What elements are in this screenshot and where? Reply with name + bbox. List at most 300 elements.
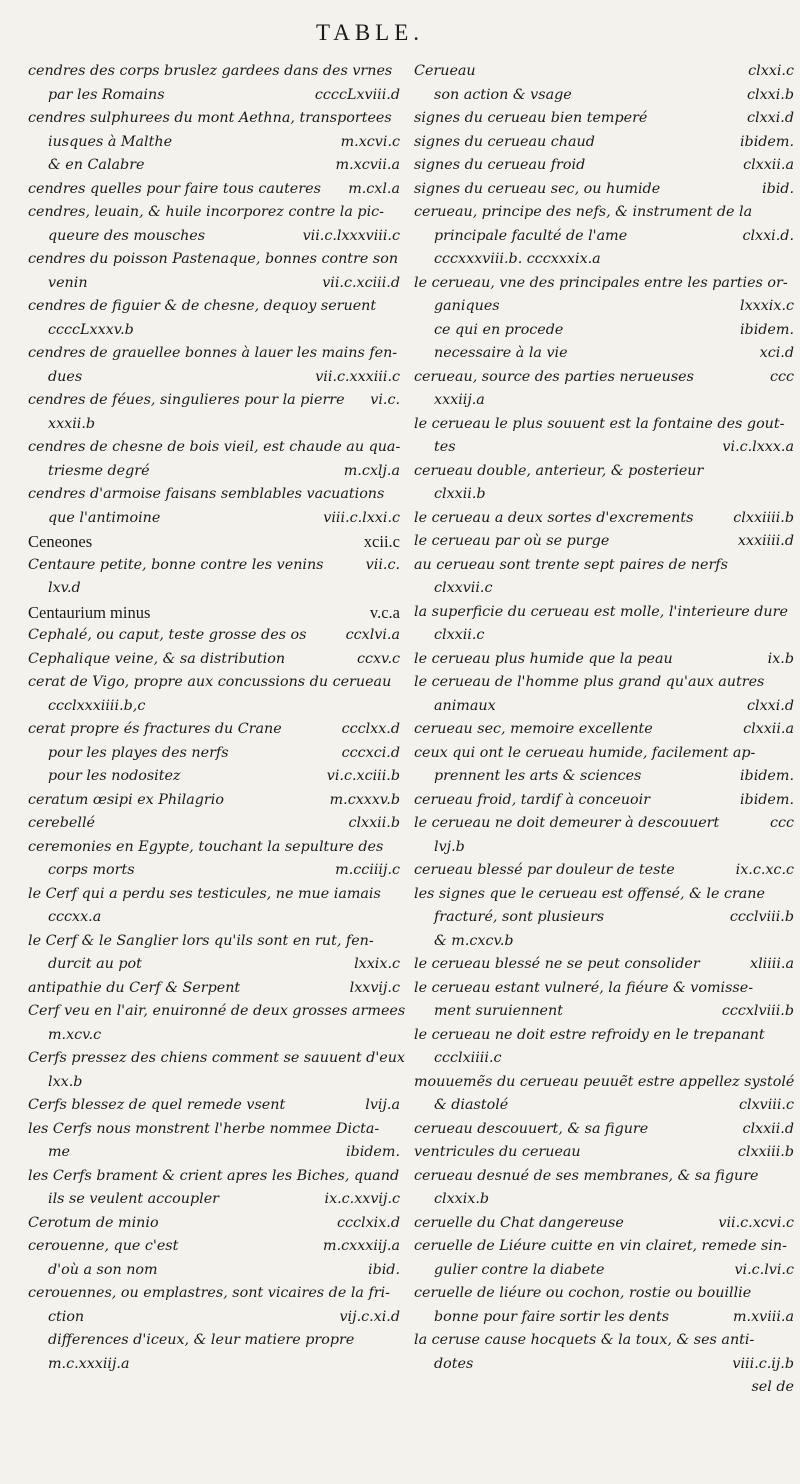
entry-reference: clxxii.d	[742, 1120, 794, 1137]
entry-reference: m.cxlj.a	[343, 462, 400, 479]
index-entry	[414, 906, 794, 930]
entry-text: corps morts	[48, 862, 135, 878]
entry-reference: ibidem.	[739, 133, 794, 150]
entry-reference: ix.c.xc.c	[735, 862, 794, 878]
index-entry	[414, 342, 794, 366]
index-entry	[414, 1353, 794, 1377]
index-entry	[28, 530, 400, 554]
entry-text: queure des mousches	[48, 227, 206, 244]
entry-text: cerat propre és fractures du Crane	[28, 721, 282, 737]
index-entry	[28, 977, 400, 1001]
index-entry	[28, 295, 400, 319]
index-entry	[28, 1282, 400, 1306]
index-entry	[414, 366, 794, 390]
index-entry	[28, 319, 400, 343]
entry-reference: vi.c.	[370, 392, 400, 408]
index-entry	[28, 930, 400, 954]
entry-text: ceratum œsipi ex Philagrio	[28, 791, 224, 808]
index-entry	[28, 906, 400, 930]
index-entry	[414, 178, 794, 202]
entry-text: fracturé, sont plusieurs	[434, 909, 605, 925]
index-entry	[414, 460, 794, 484]
entry-reference: vi.c.lxxx.a	[722, 439, 794, 455]
index-entry	[28, 84, 400, 108]
index-entry	[414, 319, 794, 343]
entry-reference: viii.c.lxxi.c	[323, 509, 400, 526]
index-entry	[414, 107, 794, 131]
index-entry	[28, 1353, 400, 1377]
entry-text: venin	[48, 274, 88, 291]
entry-reference	[788, 1188, 794, 1212]
index-entry	[414, 1118, 794, 1142]
index-entry	[28, 1188, 400, 1212]
index-entry	[414, 883, 794, 907]
entry-text: ceruelle de Liéure cuitte en vin clairet, remede sin-	[414, 1238, 787, 1254]
entry-reference	[794, 1071, 800, 1095]
entry-reference: clxxi.b	[747, 86, 794, 103]
entry-reference: ccclxix.d	[337, 1214, 400, 1231]
entry-reference	[788, 836, 794, 860]
entry-text: ils se veulent accoupler	[48, 1191, 220, 1207]
entry-reference: clxxi.d.	[742, 227, 794, 244]
index-entry	[28, 366, 400, 390]
entry-reference: xxxiiii.d	[737, 533, 794, 549]
entry-text: ccclxxxiiii.b,c	[48, 697, 146, 714]
entry-text: differences d'iceux, & leur matiere propre	[48, 1332, 355, 1348]
index-entry	[414, 154, 794, 178]
index-entry	[414, 977, 794, 1001]
index-entry	[28, 1329, 400, 1353]
entry-reference	[394, 1024, 400, 1048]
entry-text: ganiques	[434, 298, 500, 314]
entry-text: bonne pour faire sortir les dents	[434, 1308, 670, 1325]
entry-text: cendres quelles pour faire tous cauteres	[28, 180, 321, 197]
entry-reference	[394, 1071, 400, 1095]
entry-text: cerueau blessé par douleur de teste	[414, 862, 675, 878]
entry-reference: ccxv.c	[356, 650, 400, 667]
entry-text: clxxvii.c	[434, 580, 493, 596]
entry-reference	[788, 577, 794, 601]
index-entry	[28, 1165, 400, 1189]
index-entry	[414, 930, 794, 954]
entry-text: cerueau, source des parties nerueuses	[414, 368, 694, 385]
index-entry	[28, 554, 400, 578]
entry-text: clxxii.b	[434, 486, 486, 502]
index-entry	[28, 272, 400, 296]
entry-reference: vi.c.xciii.b	[326, 768, 400, 784]
entry-reference	[788, 201, 794, 225]
index-entry	[28, 201, 400, 225]
index-entry	[414, 530, 794, 554]
entry-reference	[788, 272, 794, 296]
entry-reference: clxxiii.b	[737, 1144, 794, 1160]
entry-reference	[394, 836, 400, 860]
index-entry	[414, 1094, 794, 1118]
index-entry	[28, 107, 400, 131]
entry-reference: ccclviii.b	[729, 909, 794, 925]
index-entry	[28, 436, 400, 460]
entry-text: le cerueau blessé ne se peut consolider	[414, 956, 700, 972]
entry-text: cerueau froid, tardif à conceuoir	[414, 791, 651, 808]
entry-reference: vii.c.	[365, 556, 400, 573]
entry-text: m.xcv.c	[48, 1026, 102, 1043]
index-entry	[28, 1071, 400, 1095]
index-entry	[414, 577, 794, 601]
index-entry	[414, 953, 794, 977]
entry-reference	[394, 107, 400, 131]
entry-text: antipathie du Cerf & Serpent	[28, 979, 241, 996]
entry-text: les Cerfs brament & crient apres les Biches, quand	[28, 1167, 400, 1184]
index-entry	[28, 883, 400, 907]
entry-reference	[788, 1329, 794, 1353]
entry-reference	[788, 1165, 794, 1189]
entry-text: signes du cerueau froid	[414, 157, 586, 173]
entry-reference: ccccLxviii.d	[314, 86, 400, 103]
index-entry	[28, 389, 400, 413]
entry-reference	[394, 883, 400, 907]
entry-text: clxxii.c	[434, 627, 485, 643]
index-entry	[28, 1118, 400, 1142]
index-entry	[414, 60, 794, 84]
index-entry	[414, 295, 794, 319]
entry-text: les Cerfs nous monstrent l'herbe nommee Dicta-	[28, 1120, 380, 1137]
entry-text: ccclxiiii.c	[434, 1050, 502, 1066]
entry-reference: ibid.	[368, 1261, 400, 1278]
entry-reference	[788, 413, 794, 437]
entry-text: Cerueau	[414, 63, 476, 79]
index-entry	[28, 718, 400, 742]
entry-text: dues	[48, 368, 83, 385]
entry-reference: clxxii.b	[348, 815, 400, 831]
entry-reference	[788, 624, 794, 648]
entry-reference	[788, 930, 794, 954]
entry-reference: m.cxxxiij.a	[323, 1238, 400, 1254]
index-entry	[28, 1141, 400, 1165]
index-entry	[414, 742, 794, 766]
entry-reference: cccxlviii.b	[721, 1003, 794, 1019]
entry-reference: ix.c.xxvij.c	[324, 1191, 400, 1207]
entry-reference: ix.b	[767, 650, 794, 667]
entry-text: le Cerf & le Sanglier lors qu'ils sont en rut, fen-	[28, 932, 374, 949]
entry-text: xxxii.b	[48, 415, 96, 432]
entry-reference: ibidem.	[345, 1144, 400, 1160]
index-entry	[414, 695, 794, 719]
index-entry	[414, 1000, 794, 1024]
entry-reference	[394, 577, 400, 601]
entry-reference: clxxiiii.b	[733, 509, 794, 526]
index-entry	[414, 601, 794, 625]
entry-text: le cerueau a deux sortes d'excrements	[414, 509, 694, 526]
index-entry	[28, 1259, 400, 1283]
index-entry	[28, 742, 400, 766]
entry-text: cerueau double, anterieur, & posterieur	[414, 462, 704, 479]
index-entry	[414, 272, 794, 296]
entry-text: que l'antimoine	[48, 509, 161, 526]
entry-text: & en Calabre	[48, 157, 145, 173]
index-entry	[28, 60, 400, 84]
index-entry	[414, 624, 794, 648]
index-entry	[414, 201, 794, 225]
entry-reference	[394, 695, 400, 719]
entry-text: Cerf veu en l'air, enuironné de deux grosses armees	[28, 1003, 406, 1019]
entry-reference	[398, 248, 404, 272]
entry-text: pour les playes des nerfs	[48, 744, 229, 761]
entry-text: mouuemẽs du cerueau peuuẽt estre appellez systolé	[414, 1073, 795, 1090]
entry-reference	[400, 436, 406, 460]
entry-text: signes du cerueau chaud	[414, 133, 595, 150]
index-entry	[28, 507, 400, 531]
entry-reference	[394, 413, 400, 437]
entry-text: les signes que le cerueau est offensé, & le crane	[414, 885, 765, 902]
entry-text: cerueau desnué de ses membranes, & sa figure	[414, 1167, 759, 1184]
entry-reference: ccxlvi.a	[345, 627, 400, 643]
entry-text: cendres du poisson Pastenaque, bonnes contre son	[28, 251, 399, 267]
entry-text: lxv.d	[48, 580, 81, 596]
index-entry	[414, 1165, 794, 1189]
entry-text: cendres d'armoise faisans semblables vacuations	[28, 486, 385, 502]
entry-reference	[394, 1353, 400, 1377]
entry-text: Centaure petite, bonne contre les venins	[28, 556, 324, 573]
entry-text: xxxiij.a	[434, 392, 485, 408]
entry-text: lvj.b	[434, 838, 465, 855]
entry-text: Cerfs blessez de quel remede vsent	[28, 1097, 286, 1113]
entry-reference	[788, 389, 794, 413]
entry-text: signes du cerueau sec, ou humide	[414, 180, 661, 197]
index-entry	[414, 554, 794, 578]
entry-reference: m.xcvii.a	[335, 157, 400, 173]
entry-reference	[788, 1235, 794, 1259]
index-entry	[414, 812, 794, 836]
index-entry	[28, 953, 400, 977]
entry-text: Centaurium minus	[28, 602, 151, 622]
index-entry	[28, 836, 400, 860]
entry-text: iusques à Malthe	[48, 133, 173, 150]
entry-reference	[788, 1024, 794, 1048]
index-entry	[414, 1329, 794, 1353]
index-entry	[28, 859, 400, 883]
entry-text: m.c.xxxiij.a	[48, 1355, 130, 1372]
entry-reference	[397, 342, 403, 366]
entry-reference	[788, 601, 794, 625]
entry-text: ce qui en procede	[434, 321, 564, 338]
index-entry	[28, 624, 400, 648]
entry-reference: cccxci.d	[341, 744, 400, 761]
entry-reference: clxxii.a	[743, 157, 794, 173]
index-entry	[28, 248, 400, 272]
index-entry	[414, 789, 794, 813]
entry-text: & diastolé	[434, 1097, 509, 1113]
index-entry	[414, 671, 794, 695]
entry-reference: m.cxl.a	[348, 180, 400, 197]
entry-reference	[394, 671, 400, 695]
index-entry	[414, 718, 794, 742]
entry-reference: clxxii.a	[743, 721, 794, 737]
index-entry	[414, 1376, 794, 1400]
entry-reference	[405, 1000, 411, 1024]
entry-reference	[788, 460, 794, 484]
entry-text: ction	[48, 1308, 85, 1325]
entry-reference: ccclxx.d	[341, 721, 400, 737]
entry-text: cerouenne, que c'est	[28, 1238, 179, 1254]
entry-text: ceruelle de liéure ou cochon, rostie ou bouillie	[414, 1285, 752, 1301]
entry-reference	[788, 483, 794, 507]
entry-text: la ceruse cause hocquets & la toux, & ses anti-	[414, 1332, 755, 1348]
entry-text: tes	[434, 439, 456, 455]
entry-text: necessaire à la vie	[434, 345, 568, 361]
entry-text: clxxix.b	[434, 1191, 490, 1207]
entry-text: animaux	[434, 697, 496, 714]
entry-reference: lxxix.c	[354, 956, 400, 972]
entry-text: dotes	[434, 1355, 474, 1372]
entry-reference: clxxi.d	[747, 110, 794, 126]
entry-reference: ibidem.	[739, 321, 794, 338]
index-entry	[414, 1212, 794, 1236]
entry-reference: clxviii.c	[739, 1097, 794, 1113]
entry-reference	[788, 977, 794, 1001]
entry-reference	[394, 1118, 400, 1142]
index-entry	[28, 483, 400, 507]
entry-text: ceremonies en Egypte, touchant la sepulture des	[28, 838, 384, 855]
entry-text: Cephalé, ou caput, teste grosse des os	[28, 627, 307, 643]
entry-reference: xliiii.a	[750, 956, 794, 972]
entry-reference	[394, 930, 400, 954]
entry-text: le cerueau plus humide que la peau	[414, 650, 673, 667]
index-entry	[28, 1212, 400, 1236]
entry-reference	[788, 742, 794, 766]
entry-text: le Cerf qui a perdu ses testicules, ne mue iamais	[28, 885, 381, 902]
index-entry	[414, 131, 794, 155]
index-entry	[28, 765, 400, 789]
entry-text: cerueau sec, memoire excellente	[414, 721, 653, 737]
entry-reference: clxxi.d	[747, 697, 794, 714]
entry-reference: m.xcvi.c	[340, 133, 400, 150]
entry-text: d'où a son nom	[48, 1261, 158, 1278]
entry-text: le cerueau estant vulneré, la fiéure & vomisse-	[414, 979, 754, 996]
entry-text: cerat de Vigo, propre aux concussions du cerueau	[28, 674, 392, 690]
entry-text: Ceneones	[28, 532, 93, 551]
index-entry	[414, 648, 794, 672]
entry-reference	[788, 883, 794, 907]
entry-text: ceux qui ont le cerueau humide, facilement ap-	[414, 744, 756, 761]
index-entry	[28, 154, 400, 178]
entry-reference: vij.c.xi.d	[339, 1308, 400, 1325]
entry-text: durcit au pot	[48, 956, 142, 972]
entry-text: principale faculté de l'ame	[434, 227, 628, 244]
entry-reference: xci.d	[759, 345, 794, 361]
entry-text: ccccLxxxv.b	[48, 321, 134, 338]
entry-text: ventricules du cerueau	[414, 1144, 581, 1160]
entry-text: Cerfs pressez des chiens comment se sauuent d'eux	[28, 1050, 405, 1066]
entry-text: cccxxxviii.b. cccxxxix.a	[434, 251, 601, 267]
entry-reference	[405, 1047, 411, 1071]
entry-reference: vii.c.xxxiii.c	[315, 368, 400, 385]
entry-text: la superficie du cerueau est molle, l'interieure dure	[414, 603, 788, 620]
entry-text: cendres sulphurees du mont Aethna, transportees	[28, 110, 392, 126]
index-entry	[28, 1094, 400, 1118]
left-column	[28, 60, 406, 1376]
entry-reference	[788, 1282, 794, 1306]
entry-reference	[394, 483, 400, 507]
entry-reference: clxxi.c	[748, 63, 794, 79]
index-entry	[414, 483, 794, 507]
entry-reference: vii.c.lxxxviii.c	[302, 227, 400, 244]
entry-reference	[394, 1329, 400, 1353]
entry-reference: m.cxxxv.b	[329, 791, 400, 808]
index-entry	[28, 225, 400, 249]
entry-text: par les Romains	[48, 86, 165, 103]
entry-text: le cerueau le plus souuent est la fontaine des gout-	[414, 415, 785, 432]
entry-text: triesme degré	[48, 462, 150, 479]
entry-reference: m.cciiij.c	[335, 862, 400, 878]
entry-text: le cerueau par où se purge	[414, 533, 610, 549]
index-entry	[414, 859, 794, 883]
entry-reference: xcii.c	[363, 532, 400, 551]
index-entry	[414, 413, 794, 437]
entry-text: ment suruiennent	[434, 1003, 563, 1019]
entry-text: gulier contre la diabete	[434, 1261, 605, 1278]
index-entry	[28, 648, 400, 672]
index-entry	[28, 671, 400, 695]
index-entry	[414, 1235, 794, 1259]
index-entry	[28, 1000, 406, 1024]
entry-reference	[394, 1282, 400, 1306]
entry-text: le cerueau ne doit estre refroidy en le trepanant	[414, 1026, 765, 1043]
entry-reference: vii.c.xciii.d	[322, 274, 400, 291]
entry-reference	[394, 60, 400, 84]
entry-text: Cerotum de minio	[28, 1214, 159, 1231]
entry-reference	[788, 554, 794, 578]
entry-reference: ibidem.	[739, 768, 794, 784]
entry-text: le cerueau ne doit demeurer à descouuert	[414, 815, 720, 831]
index-entry	[414, 84, 794, 108]
entry-reference	[788, 248, 794, 272]
entry-text: cendres de grauellee bonnes à lauer les mains fen-	[28, 345, 398, 361]
entry-reference: viii.c.ij.b	[732, 1355, 794, 1372]
index-entry	[28, 1047, 405, 1071]
entry-text: lxx.b	[48, 1073, 83, 1090]
entry-text: son action & vsage	[434, 86, 572, 103]
entry-reference: ibid.	[762, 180, 794, 197]
entry-text: le cerueau, vne des principales entre les parties or-	[414, 274, 788, 291]
entry-text: prennent les arts & sciences	[434, 768, 642, 784]
entry-reference	[394, 295, 400, 319]
entry-reference: v.c.a	[369, 602, 400, 622]
entry-text: cendres des corps bruslez gardees dans des vrnes	[28, 63, 393, 79]
index-entry	[414, 436, 794, 460]
index-entry	[414, 1071, 794, 1095]
right-column	[414, 60, 794, 1400]
index-entry	[28, 460, 400, 484]
entry-reference	[399, 1165, 405, 1189]
entry-reference: vii.c.xcvi.c	[718, 1214, 794, 1231]
entry-text: cerouennes, ou emplastres, sont vicaires de la fri-	[28, 1285, 391, 1301]
entry-text: signes du cerueau bien temperé	[414, 110, 648, 126]
index-entry	[28, 178, 400, 202]
index-entry	[28, 342, 400, 366]
entry-reference: m.xviii.a	[732, 1308, 794, 1325]
entry-text: ceruelle du Chat dangereuse	[414, 1214, 624, 1231]
entry-reference: lxxxix.c	[740, 298, 794, 314]
entry-reference: ibidem.	[739, 791, 794, 808]
index-entry	[28, 789, 400, 813]
index-entry	[28, 812, 400, 836]
index-entry	[414, 1282, 794, 1306]
entry-text: pour les nodositez	[48, 768, 181, 784]
index-entry	[414, 225, 794, 249]
entry-reference: ccc	[769, 368, 794, 385]
entry-text: au cerueau sont trente sept paires de nerfs	[414, 556, 728, 573]
index-entry	[414, 507, 794, 531]
